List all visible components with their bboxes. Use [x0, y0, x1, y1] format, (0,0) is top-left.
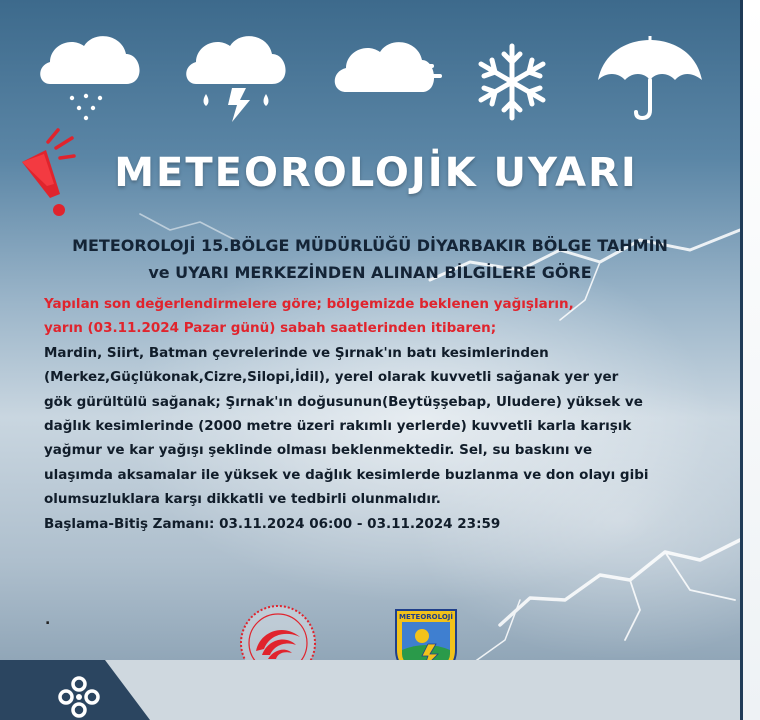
highlight-line: yarın (03.11.2024 Pazar günü) sabah saatlerinden itibaren; — [44, 320, 497, 337]
body-line: Mardin, Siirt, Batman çevrelerinde ve Şırnak'ın batı kesimlerinden — [44, 344, 549, 361]
snow-cloud-icon — [40, 36, 139, 120]
body-line: olumsuzluklara karşı dikkatli ve tedbirli olunmalıdır. — [44, 491, 441, 508]
body-line: dağlık kesimlerinde (2000 metre üzeri rakımlı yerlerde) kuvvetli karla karışık — [44, 418, 632, 435]
body-line: ulaşımda aksamalar ile yüksek ve dağlık kesimlerde buzlanma ve don olayı gibi — [44, 466, 649, 483]
umbrella-icon — [598, 36, 702, 118]
warning-body — [44, 292, 736, 536]
right-edge-strip — [740, 0, 760, 720]
body-line: (Merkez,Güçlükonak,Cizre,Silopi,İdil), yerel olarak kuvvetli sağanak yer yer — [44, 369, 619, 386]
page-title: METEOROLOJİK UYARI — [114, 150, 638, 196]
warning-source-heading — [0, 232, 740, 286]
alert-exclamation-icon — [14, 128, 78, 220]
government-emblem-icon — [56, 674, 102, 720]
thunderstorm-cloud-icon — [186, 36, 285, 122]
snowflake-icon — [481, 46, 543, 118]
right-edge-line — [740, 0, 743, 720]
weather-icons-row — [0, 0, 740, 130]
logo-text: METEOROLOJİ — [399, 613, 453, 621]
heading-line: METEOROLOJİ 15.BÖLGE MÜDÜRLÜĞÜ DİYARBAKIR BÖLGE TAHMİN — [72, 236, 668, 255]
stray-dot: . — [45, 612, 51, 628]
time-range-line: Başlama-Bitiş Zamanı: 03.11.2024 06:00 - 03.11.2024 23:59 — [44, 515, 501, 532]
highlight-line: Yapılan son değerlendirmelere göre; bölgemizde beklenen yağışların, — [44, 296, 574, 312]
footer-band — [0, 660, 740, 720]
body-line: gök gürültülü sağanak; Şırnak'ın doğusunun(Beytüşşebap, Uludere) yüksek ve — [44, 393, 643, 410]
heading-line: ve UYARI MERKEZİNDEN ALINAN BİLGİLERE GÖRE — [148, 263, 592, 282]
windy-cloud-icon — [335, 42, 440, 92]
body-line: yağmur ve kar yağışı şeklinde olması beklenmektedir. Sel, su baskını ve — [44, 442, 593, 459]
